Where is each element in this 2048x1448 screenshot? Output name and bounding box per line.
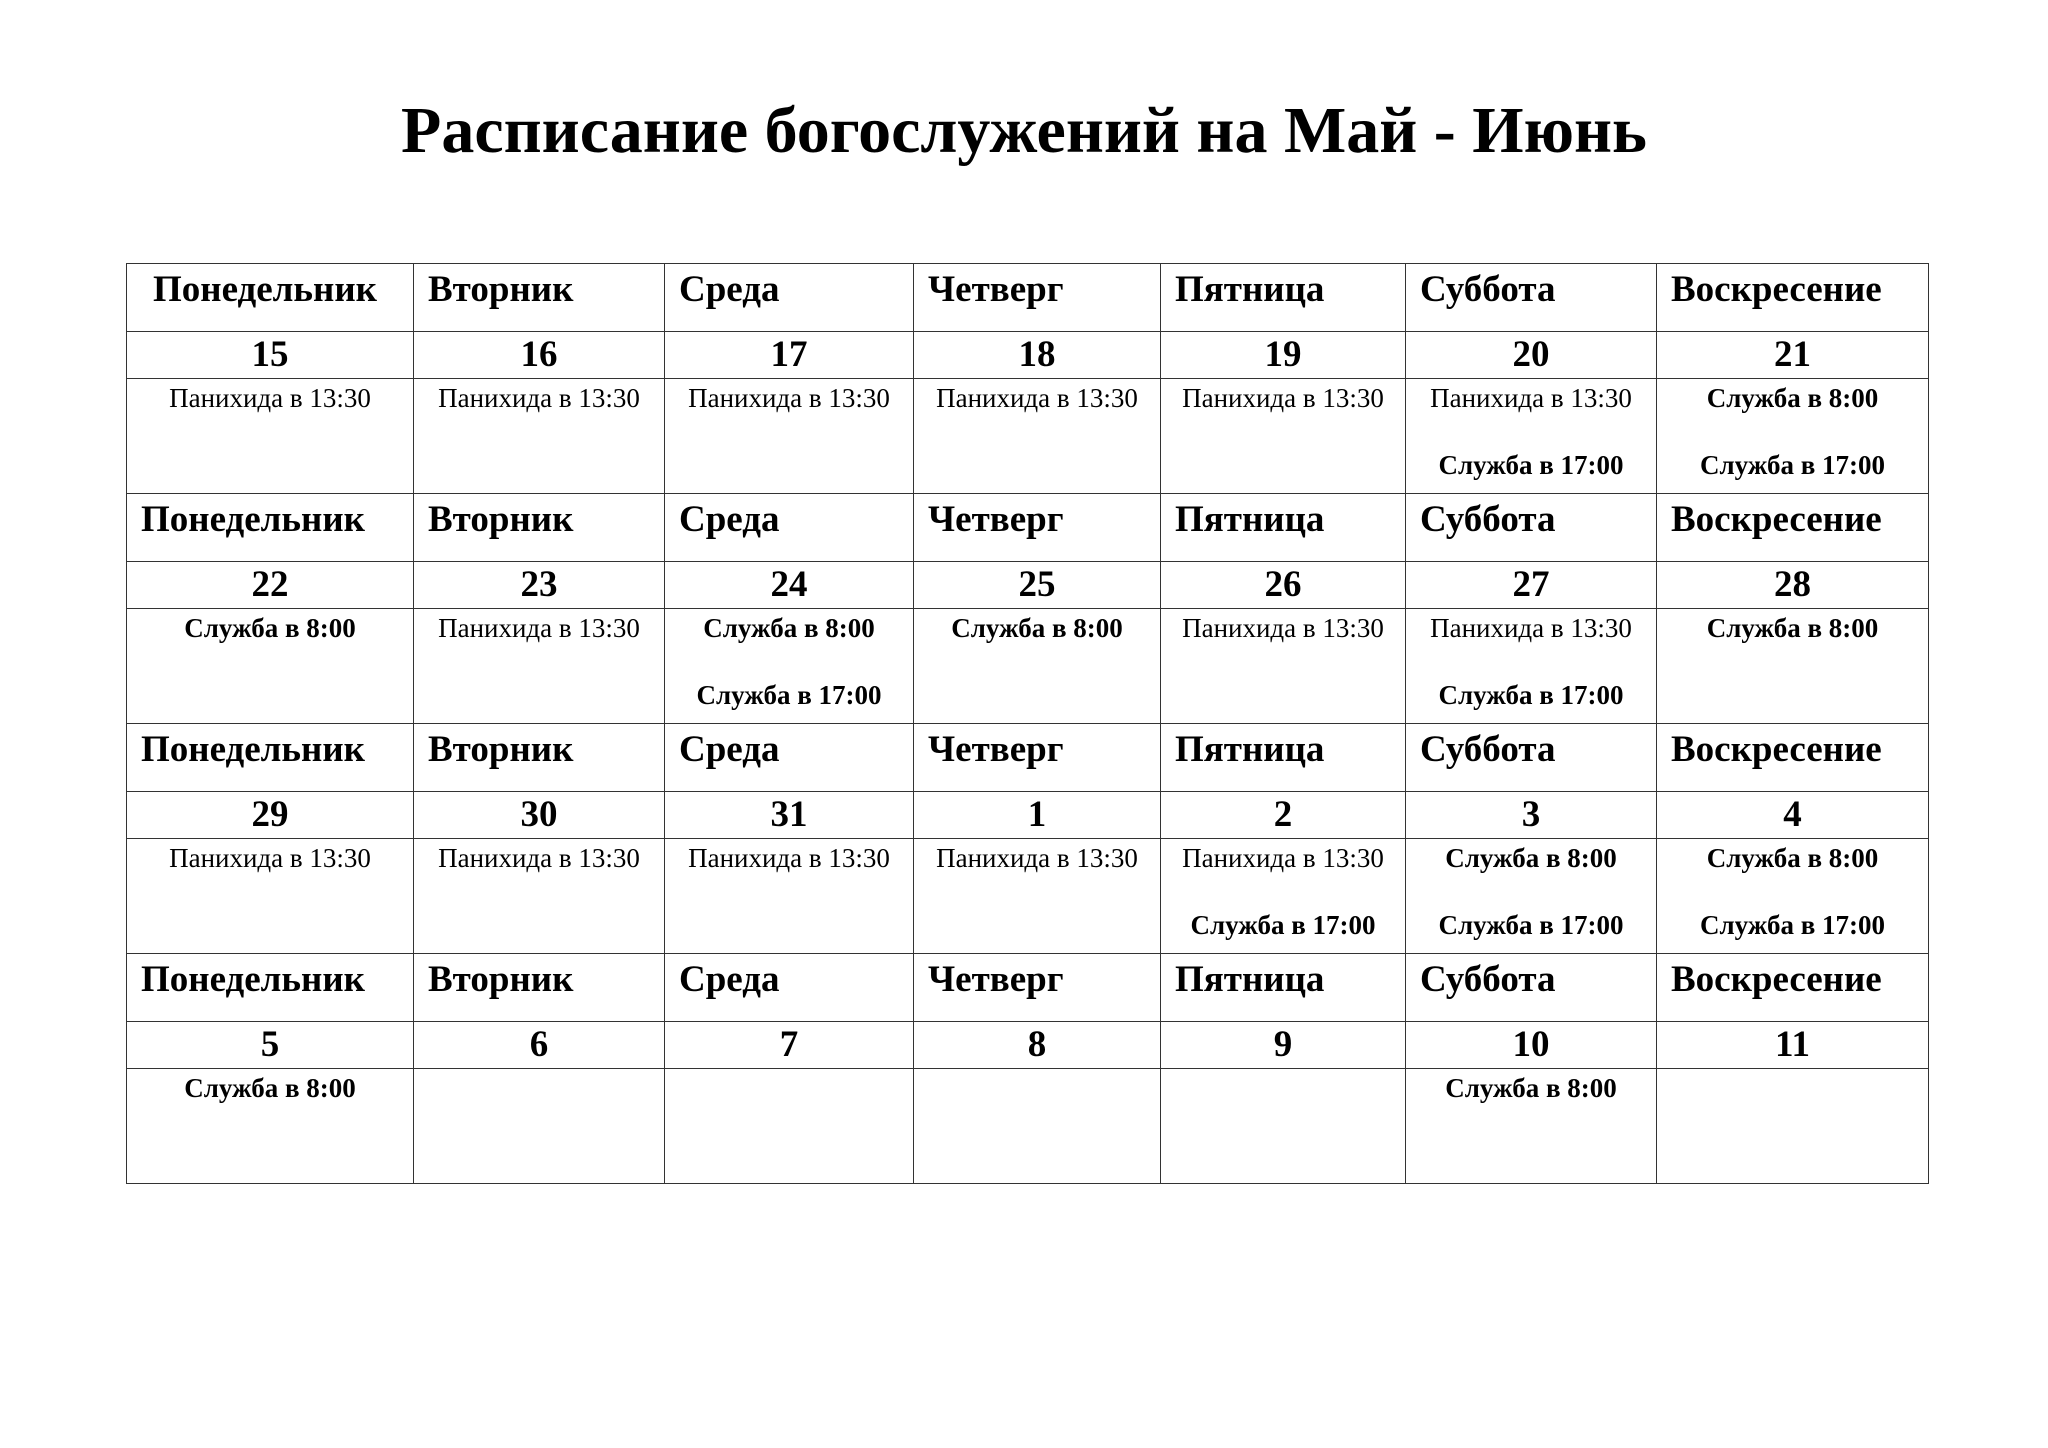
service-entry: Служба в 17:00 bbox=[1438, 910, 1624, 940]
events-row bbox=[127, 379, 1929, 494]
date-cell: 31 bbox=[665, 792, 914, 839]
weekday-cell: Суббота bbox=[1406, 494, 1657, 562]
date-cell: 17 bbox=[665, 332, 914, 379]
events-cell bbox=[1161, 379, 1406, 494]
events-cell bbox=[914, 379, 1161, 494]
events-row bbox=[127, 1069, 1929, 1184]
weekday-cell: Воскресение bbox=[1657, 954, 1929, 1022]
weekday-cell: Четверг bbox=[914, 954, 1161, 1022]
weekday-cell: Пятница bbox=[1161, 494, 1406, 562]
date-cell: 6 bbox=[414, 1022, 665, 1069]
events-row bbox=[127, 839, 1929, 954]
weekday-cell: Пятница bbox=[1161, 954, 1406, 1022]
events-cell bbox=[127, 379, 414, 494]
events-cell bbox=[127, 1069, 414, 1184]
date-row bbox=[127, 792, 1929, 839]
events-cell bbox=[665, 379, 914, 494]
weekday-header-row bbox=[127, 494, 1929, 562]
events-cell bbox=[414, 839, 665, 954]
events-cell bbox=[414, 379, 665, 494]
page-title: Расписание богослужений на Май - Июнь bbox=[401, 94, 1647, 167]
weekday-cell: Понедельник bbox=[127, 724, 414, 792]
date-cell: 18 bbox=[914, 332, 1161, 379]
service-entry: Панихида в 13:30 bbox=[1430, 383, 1632, 413]
weekday-header-row bbox=[127, 724, 1929, 792]
date-row bbox=[127, 562, 1929, 609]
events-cell bbox=[665, 609, 914, 724]
service-entry: Панихида в 13:30 bbox=[1182, 613, 1384, 643]
service-entry: Панихида в 13:30 bbox=[1430, 613, 1632, 643]
date-cell: 25 bbox=[914, 562, 1161, 609]
weekday-cell: Вторник bbox=[414, 954, 665, 1022]
events-cell bbox=[1657, 1069, 1929, 1184]
service-entry: Служба в 8:00 bbox=[184, 613, 356, 643]
service-entry: Панихида в 13:30 bbox=[169, 843, 371, 873]
weekday-cell: Четверг bbox=[914, 264, 1161, 332]
date-cell: 5 bbox=[127, 1022, 414, 1069]
events-cell bbox=[127, 839, 414, 954]
weekday-cell: Воскресение bbox=[1657, 264, 1929, 332]
service-entry: Панихида в 13:30 bbox=[438, 843, 640, 873]
service-entry: Служба в 8:00 bbox=[1706, 383, 1879, 413]
weekday-cell: Понедельник bbox=[127, 264, 414, 332]
weekday-cell: Среда bbox=[665, 264, 914, 332]
weekday-cell: Понедельник bbox=[127, 954, 414, 1022]
date-cell: 22 bbox=[127, 562, 414, 609]
weekday-cell: Суббота bbox=[1406, 264, 1657, 332]
service-entry: Служба в 8:00 bbox=[1706, 843, 1879, 873]
date-row bbox=[127, 1022, 1929, 1069]
events-cell bbox=[414, 609, 665, 724]
events-cell bbox=[1657, 609, 1929, 724]
date-cell: 10 bbox=[1406, 1022, 1657, 1069]
events-cell bbox=[1406, 1069, 1657, 1184]
weekday-cell: Суббота bbox=[1406, 954, 1657, 1022]
service-entry: Служба в 8:00 bbox=[951, 613, 1123, 643]
weekday-cell: Вторник bbox=[414, 264, 665, 332]
events-cell bbox=[1161, 1069, 1406, 1184]
events-cell bbox=[414, 1069, 665, 1184]
events-cell bbox=[1161, 609, 1406, 724]
service-entry: Служба в 8:00 bbox=[1445, 1073, 1617, 1103]
events-cell bbox=[1406, 379, 1657, 494]
date-cell: 7 bbox=[665, 1022, 914, 1069]
service-entry: Служба в 8:00 bbox=[184, 1073, 356, 1103]
events-cell bbox=[665, 1069, 914, 1184]
date-row bbox=[127, 332, 1929, 379]
events-cell bbox=[914, 609, 1161, 724]
service-entry: Служба в 8:00 bbox=[1706, 613, 1879, 643]
weekday-cell: Воскресение bbox=[1657, 724, 1929, 792]
events-row bbox=[127, 609, 1929, 724]
weekday-cell: Четверг bbox=[914, 724, 1161, 792]
events-cell bbox=[127, 609, 414, 724]
service-entry: Служба в 8:00 bbox=[1445, 843, 1617, 873]
date-cell: 8 bbox=[914, 1022, 1161, 1069]
events-cell bbox=[1406, 609, 1657, 724]
weekday-cell: Понедельник bbox=[127, 494, 414, 562]
events-cell bbox=[665, 839, 914, 954]
service-entry: Панихида в 13:30 bbox=[688, 843, 890, 873]
service-entry: Служба в 17:00 bbox=[1699, 910, 1886, 940]
date-cell: 16 bbox=[414, 332, 665, 379]
events-cell bbox=[1161, 839, 1406, 954]
service-entry: Служба в 17:00 bbox=[1699, 450, 1886, 480]
weekday-cell: Среда bbox=[665, 494, 914, 562]
events-cell bbox=[914, 1069, 1161, 1184]
date-cell: 20 bbox=[1406, 332, 1657, 379]
date-cell: 27 bbox=[1406, 562, 1657, 609]
weekday-cell: Пятница bbox=[1161, 724, 1406, 792]
events-cell bbox=[1657, 839, 1929, 954]
date-cell: 24 bbox=[665, 562, 914, 609]
date-cell: 15 bbox=[127, 332, 414, 379]
service-entry: Служба в 17:00 bbox=[1438, 680, 1624, 710]
weekday-cell: Пятница bbox=[1161, 264, 1406, 332]
date-cell: 4 bbox=[1657, 792, 1929, 839]
date-cell: 26 bbox=[1161, 562, 1406, 609]
date-cell: 29 bbox=[127, 792, 414, 839]
weekday-cell: Суббота bbox=[1406, 724, 1657, 792]
date-cell: 30 bbox=[414, 792, 665, 839]
weekday-cell: Четверг bbox=[914, 494, 1161, 562]
service-entry: Панихида в 13:30 bbox=[936, 843, 1138, 873]
service-entry: Панихида в 13:30 bbox=[169, 383, 371, 413]
service-entry: Панихида в 13:30 bbox=[1182, 383, 1384, 413]
date-cell: 2 bbox=[1161, 792, 1406, 839]
date-cell: 23 bbox=[414, 562, 665, 609]
date-cell: 3 bbox=[1406, 792, 1657, 839]
weekday-cell: Вторник bbox=[414, 494, 665, 562]
date-cell: 28 bbox=[1657, 562, 1929, 609]
service-entry: Служба в 17:00 bbox=[1190, 910, 1376, 940]
service-entry: Панихида в 13:30 bbox=[1182, 843, 1384, 873]
weekday-cell: Воскресение bbox=[1657, 494, 1929, 562]
events-cell bbox=[914, 839, 1161, 954]
weekday-cell: Среда bbox=[665, 954, 914, 1022]
weekday-cell: Среда bbox=[665, 724, 914, 792]
date-cell: 19 bbox=[1161, 332, 1406, 379]
service-entry: Панихида в 13:30 bbox=[688, 383, 890, 413]
date-cell: 11 bbox=[1657, 1022, 1929, 1069]
events-cell bbox=[1657, 379, 1929, 494]
service-entry: Служба в 8:00 bbox=[703, 613, 875, 643]
service-entry: Панихида в 13:30 bbox=[936, 383, 1138, 413]
date-cell: 21 bbox=[1657, 332, 1929, 379]
schedule-table bbox=[126, 263, 1929, 1184]
service-entry: Панихида в 13:30 bbox=[438, 613, 640, 643]
weekday-header-row bbox=[127, 264, 1929, 332]
date-cell: 1 bbox=[914, 792, 1161, 839]
date-cell: 9 bbox=[1161, 1022, 1406, 1069]
events-cell bbox=[1406, 839, 1657, 954]
service-entry: Панихида в 13:30 bbox=[438, 383, 640, 413]
service-entry: Служба в 17:00 bbox=[696, 680, 882, 710]
weekday-header-row bbox=[127, 954, 1929, 1022]
service-entry: Служба в 17:00 bbox=[1438, 450, 1624, 480]
weekday-cell: Вторник bbox=[414, 724, 665, 792]
